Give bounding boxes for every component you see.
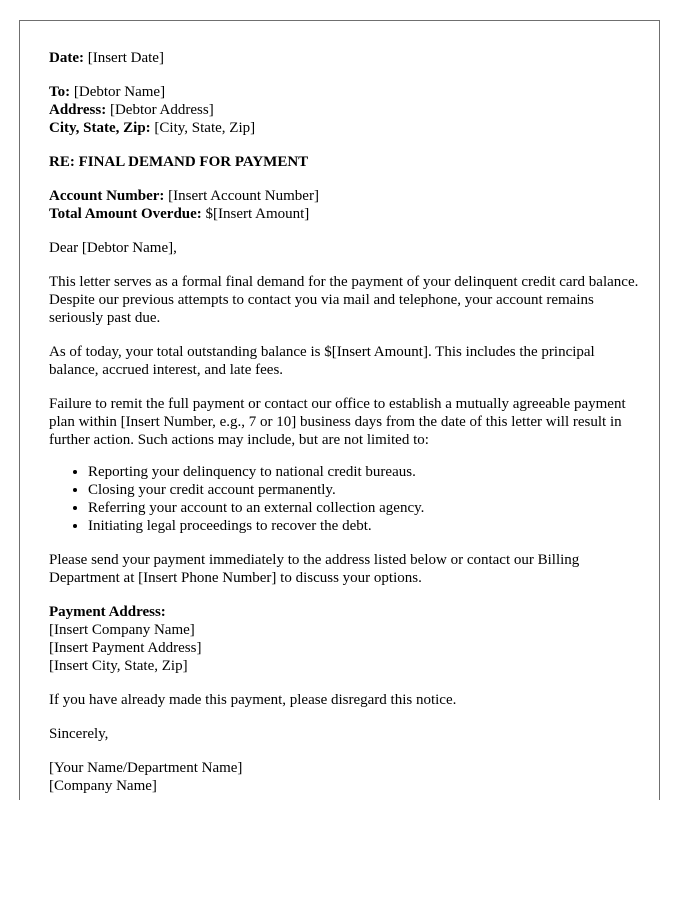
paragraph-intro: This letter serves as a formal final demand for the payment of your delinquent credit card balance. Despite our previous attempts to contact you via mail and telephone, your account remains seriously past due. <box>49 274 639 326</box>
recipient-address: [Debtor Address] <box>109 102 214 118</box>
letter-document <box>19 20 660 800</box>
amount-overdue-value: $[Insert Amount] <box>205 206 310 222</box>
subject-heading: RE: FINAL DEMAND FOR PAYMENT <box>49 154 309 170</box>
date-label: Date: <box>49 50 84 66</box>
salutation: Dear [Debtor Name], <box>49 240 177 256</box>
paragraph-balance: As of today, your total outstanding balance is $[Insert Amount]. This includes the principal balance, accrued interest, and late fees. <box>49 344 595 378</box>
account-block <box>49 187 639 223</box>
account-number-label: Account Number: <box>49 188 165 204</box>
account-number-line <box>49 187 639 205</box>
paragraph-payment-request: Please send your payment immediately to the address listed below or contact our Billing Department at [Insert Phone Number] to discuss your options. <box>49 552 580 586</box>
payment-address-label: Payment Address: <box>49 604 166 620</box>
signoff: Sincerely, <box>49 726 109 742</box>
recipient-name: [Debtor Name] <box>73 84 166 100</box>
to-label: To: <box>49 84 71 100</box>
date-line <box>49 49 639 67</box>
payment-street-address: [Insert Payment Address] <box>49 640 202 656</box>
signature-block <box>49 759 639 795</box>
address-label: Address: <box>49 102 107 118</box>
action-list <box>49 463 639 535</box>
signature-company: [Company Name] <box>49 778 157 794</box>
payment-company: [Insert Company Name] <box>49 622 195 638</box>
amount-overdue-label: Total Amount Overdue: <box>49 206 202 222</box>
recipient-address-line <box>49 101 639 119</box>
recipient-name-line <box>49 83 639 101</box>
payment-address-block <box>49 603 639 675</box>
account-number-value: [Insert Account Number] <box>168 188 319 204</box>
paragraph-warning: Failure to remit the full payment or contact our office to establish a mutually agreeable payment plan within [Insert Number, e.g., 7 or 10] business days from the date of this letter will result in further action. Such actions may include, but are not limited to: <box>49 396 626 448</box>
action-item: • Referring your account to an external collection agency. <box>88 499 639 517</box>
city-label: City, State, Zip: <box>49 120 151 136</box>
disregard-notice: If you have already made this payment, please disregard this notice. <box>49 692 457 708</box>
letter-content <box>49 49 639 811</box>
date-block <box>49 49 639 67</box>
payment-city: [Insert City, State, Zip] <box>49 658 188 674</box>
action-item: • Reporting your delinquency to national credit bureaus. <box>88 463 639 481</box>
recipient-city-line <box>49 119 639 137</box>
recipient-block <box>49 83 639 137</box>
amount-overdue-line <box>49 205 639 223</box>
recipient-city: [City, State, Zip] <box>154 120 256 136</box>
date-value: [Insert Date] <box>87 50 164 66</box>
signature-name: [Your Name/Department Name] <box>49 760 243 776</box>
action-item: • Initiating legal proceedings to recover the debt. <box>88 517 639 535</box>
action-item: • Closing your credit account permanently. <box>88 481 639 499</box>
